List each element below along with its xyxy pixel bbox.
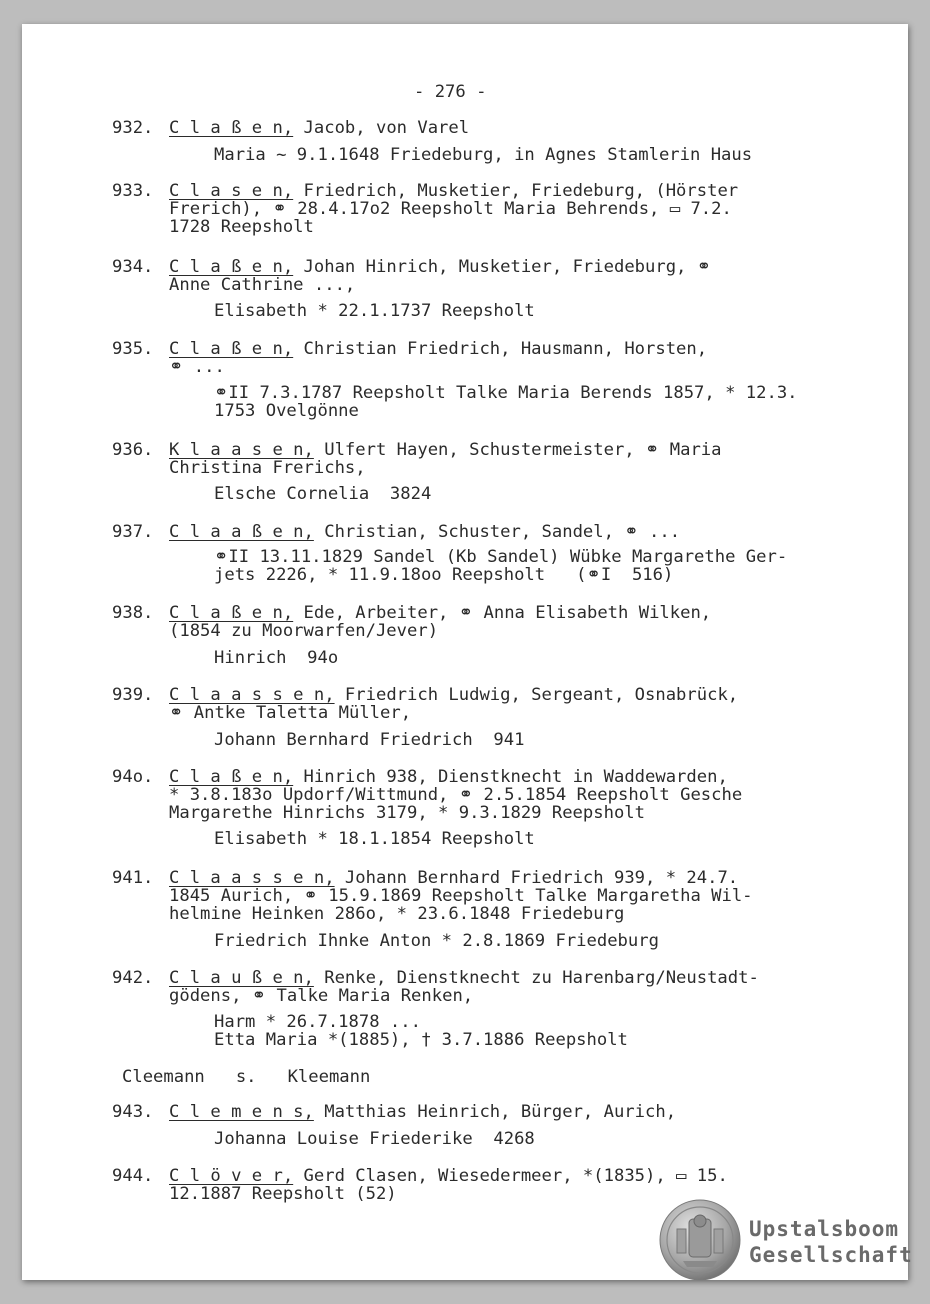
entry-number: 932. xyxy=(112,118,154,138)
entry-line: ⚭ ... xyxy=(169,357,225,377)
entry-938 xyxy=(112,604,832,667)
entry-line: 1753 Ovelgönne xyxy=(214,401,359,421)
surname: C l e m e n s, xyxy=(169,1102,314,1122)
entry-number: 94o. xyxy=(112,767,154,787)
child-line: Hinrich 94o xyxy=(214,648,339,668)
entry-line: ⚭II 7.3.1787 Reepsholt Talke Maria Berends 1857, * 12.3. xyxy=(214,383,798,403)
entry-line: 1728 Reepsholt xyxy=(169,217,314,237)
entry-number: 942. xyxy=(112,968,154,988)
entry-head-text: Johan Hinrich, Musketier, Friedeburg, ⚭ xyxy=(293,257,712,277)
entry-line: ⚭ Antke Taletta Müller, xyxy=(169,703,412,723)
entry-line: ⚭II 13.11.1829 Sandel (Kb Sandel) Wübke Margarethe Ger- xyxy=(214,547,788,567)
entry-head-text: Matthias Heinrich, Bürger, Aurich, xyxy=(313,1102,677,1122)
entry-line: Christina Frerichs, xyxy=(169,458,366,478)
entry-number: 937. xyxy=(112,522,154,542)
entry-943 xyxy=(112,1103,832,1148)
entry-number: 941. xyxy=(112,868,154,888)
entry-head-text: Christian, Schuster, Sandel, ⚭ ... xyxy=(313,522,681,542)
surname: C l a a ß e n, xyxy=(169,522,314,542)
page-number: - 276 - xyxy=(414,82,487,102)
entry-line: Frerich), ⚭ 28.4.17o2 Reepsholt Maria Behrends, ▭ 7.2. xyxy=(169,199,732,219)
entry-944 xyxy=(112,1167,832,1203)
child-line: Johann Bernhard Friedrich 941 xyxy=(214,730,525,750)
entry-number: 939. xyxy=(112,685,154,705)
entry-head-text: Ede, Arbeiter, ⚭ Anna Elisabeth Wilken, xyxy=(293,603,712,623)
entry-line: 1845 Aurich, ⚭ 15.9.1869 Reepsholt Talke Margaretha Wil- xyxy=(169,886,753,906)
entry-head-text: Renke, Dienstknecht zu Harenbarg/Neustadt- xyxy=(313,968,759,988)
entry-number: 936. xyxy=(112,440,154,460)
upstalsboom-seal-icon xyxy=(659,1199,741,1281)
child-line: Friedrich Ihnke Anton * 2.8.1869 Friedeburg xyxy=(214,931,659,951)
entry-line: Anne Cathrine ..., xyxy=(169,275,356,295)
surname: C l ö v e r, xyxy=(169,1166,294,1186)
child-line: Elisabeth * 18.1.1854 Reepsholt xyxy=(214,829,535,849)
child-line: Johanna Louise Friederike 4268 xyxy=(214,1129,535,1149)
document-page xyxy=(22,24,913,1280)
child-line: Elsche Cornelia 3824 xyxy=(214,484,432,504)
entry-number: 944. xyxy=(112,1166,154,1186)
document-body xyxy=(22,24,913,1280)
entry-number: 938. xyxy=(112,603,154,623)
entry-number: 935. xyxy=(112,339,154,359)
entry-head-text: Friedrich, Musketier, Friedeburg, (Hörster xyxy=(293,181,739,201)
surname: C l a s e n, xyxy=(169,181,294,201)
entry-939 xyxy=(112,686,832,749)
surname: C l a ß e n, xyxy=(169,339,294,359)
entry-942 xyxy=(112,969,832,1049)
surname: C l a a s s e n, xyxy=(169,685,335,705)
entry-head-text: Friedrich Ludwig, Sergeant, Osnabrück, xyxy=(334,685,739,705)
entry-line: gödens, ⚭ Talke Maria Renken, xyxy=(169,986,474,1006)
surname: C l a u ß e n, xyxy=(169,968,314,988)
entry-head-text: Gerd Clasen, Wiesedermeer, *(1835), ▭ 15. xyxy=(293,1166,728,1186)
surname: C l a ß e n, xyxy=(169,767,294,787)
cross-reference: Cleemann s. Kleemann xyxy=(122,1067,371,1087)
society-logo-text: Upstalsboom Gesellschaft xyxy=(749,1217,913,1267)
child-line: Etta Maria *(1885), † 3.7.1886 Reepsholt xyxy=(214,1030,628,1050)
entry-head-text: Christian Friedrich, Hausmann, Horsten, xyxy=(293,339,708,359)
entry-head-text: Jacob, von Varel xyxy=(293,118,470,138)
entry-head-text: Ulfert Hayen, Schustermeister, ⚭ Maria xyxy=(313,440,722,460)
child-line: Elisabeth * 22.1.1737 Reepsholt xyxy=(214,301,535,321)
surname: K l a a s e n, xyxy=(169,440,314,460)
child-line: Maria ~ 9.1.1648 Friedeburg, in Agnes Stamlerin Haus xyxy=(214,145,753,165)
surname: C l a ß e n, xyxy=(169,603,294,623)
entry-941 xyxy=(112,869,832,950)
entry-933 xyxy=(112,182,832,236)
surname: C l a ß e n, xyxy=(169,257,294,277)
surname: C l a a s s e n, xyxy=(169,868,335,888)
entry-line: (1854 zu Moorwarfen/Jever) xyxy=(169,621,439,641)
child-line: Harm * 26.7.1878 ... xyxy=(214,1012,421,1032)
entry-940 xyxy=(112,768,832,848)
surname: C l a ß e n, xyxy=(169,118,294,138)
entry-line: Margarethe Hinrichs 3179, * 9.3.1829 Reepsholt xyxy=(169,803,645,823)
entry-line: 12.1887 Reepsholt (52) xyxy=(169,1184,397,1204)
entry-932 xyxy=(112,119,832,164)
entry-936 xyxy=(112,441,832,503)
entry-line: helmine Heinken 286o, * 23.6.1848 Friedeburg xyxy=(169,904,625,924)
entry-head-text: Hinrich 938, Dienstknecht in Waddewarden, xyxy=(293,767,728,787)
entry-number: 933. xyxy=(112,181,154,201)
entry-number: 943. xyxy=(112,1102,154,1122)
entry-line: jets 2226, * 11.9.18oo Reepsholt (⚭I 516) xyxy=(214,565,674,585)
entry-937 xyxy=(112,523,832,584)
entry-head-text: Johann Bernhard Friedrich 939, * 24.7. xyxy=(334,868,739,888)
entry-935 xyxy=(112,340,832,420)
entry-934 xyxy=(112,258,832,320)
entry-line: * 3.8.183o Updorf/Wittmund, ⚭ 2.5.1854 Reepsholt Gesche xyxy=(169,785,743,805)
entry-number: 934. xyxy=(112,257,154,277)
